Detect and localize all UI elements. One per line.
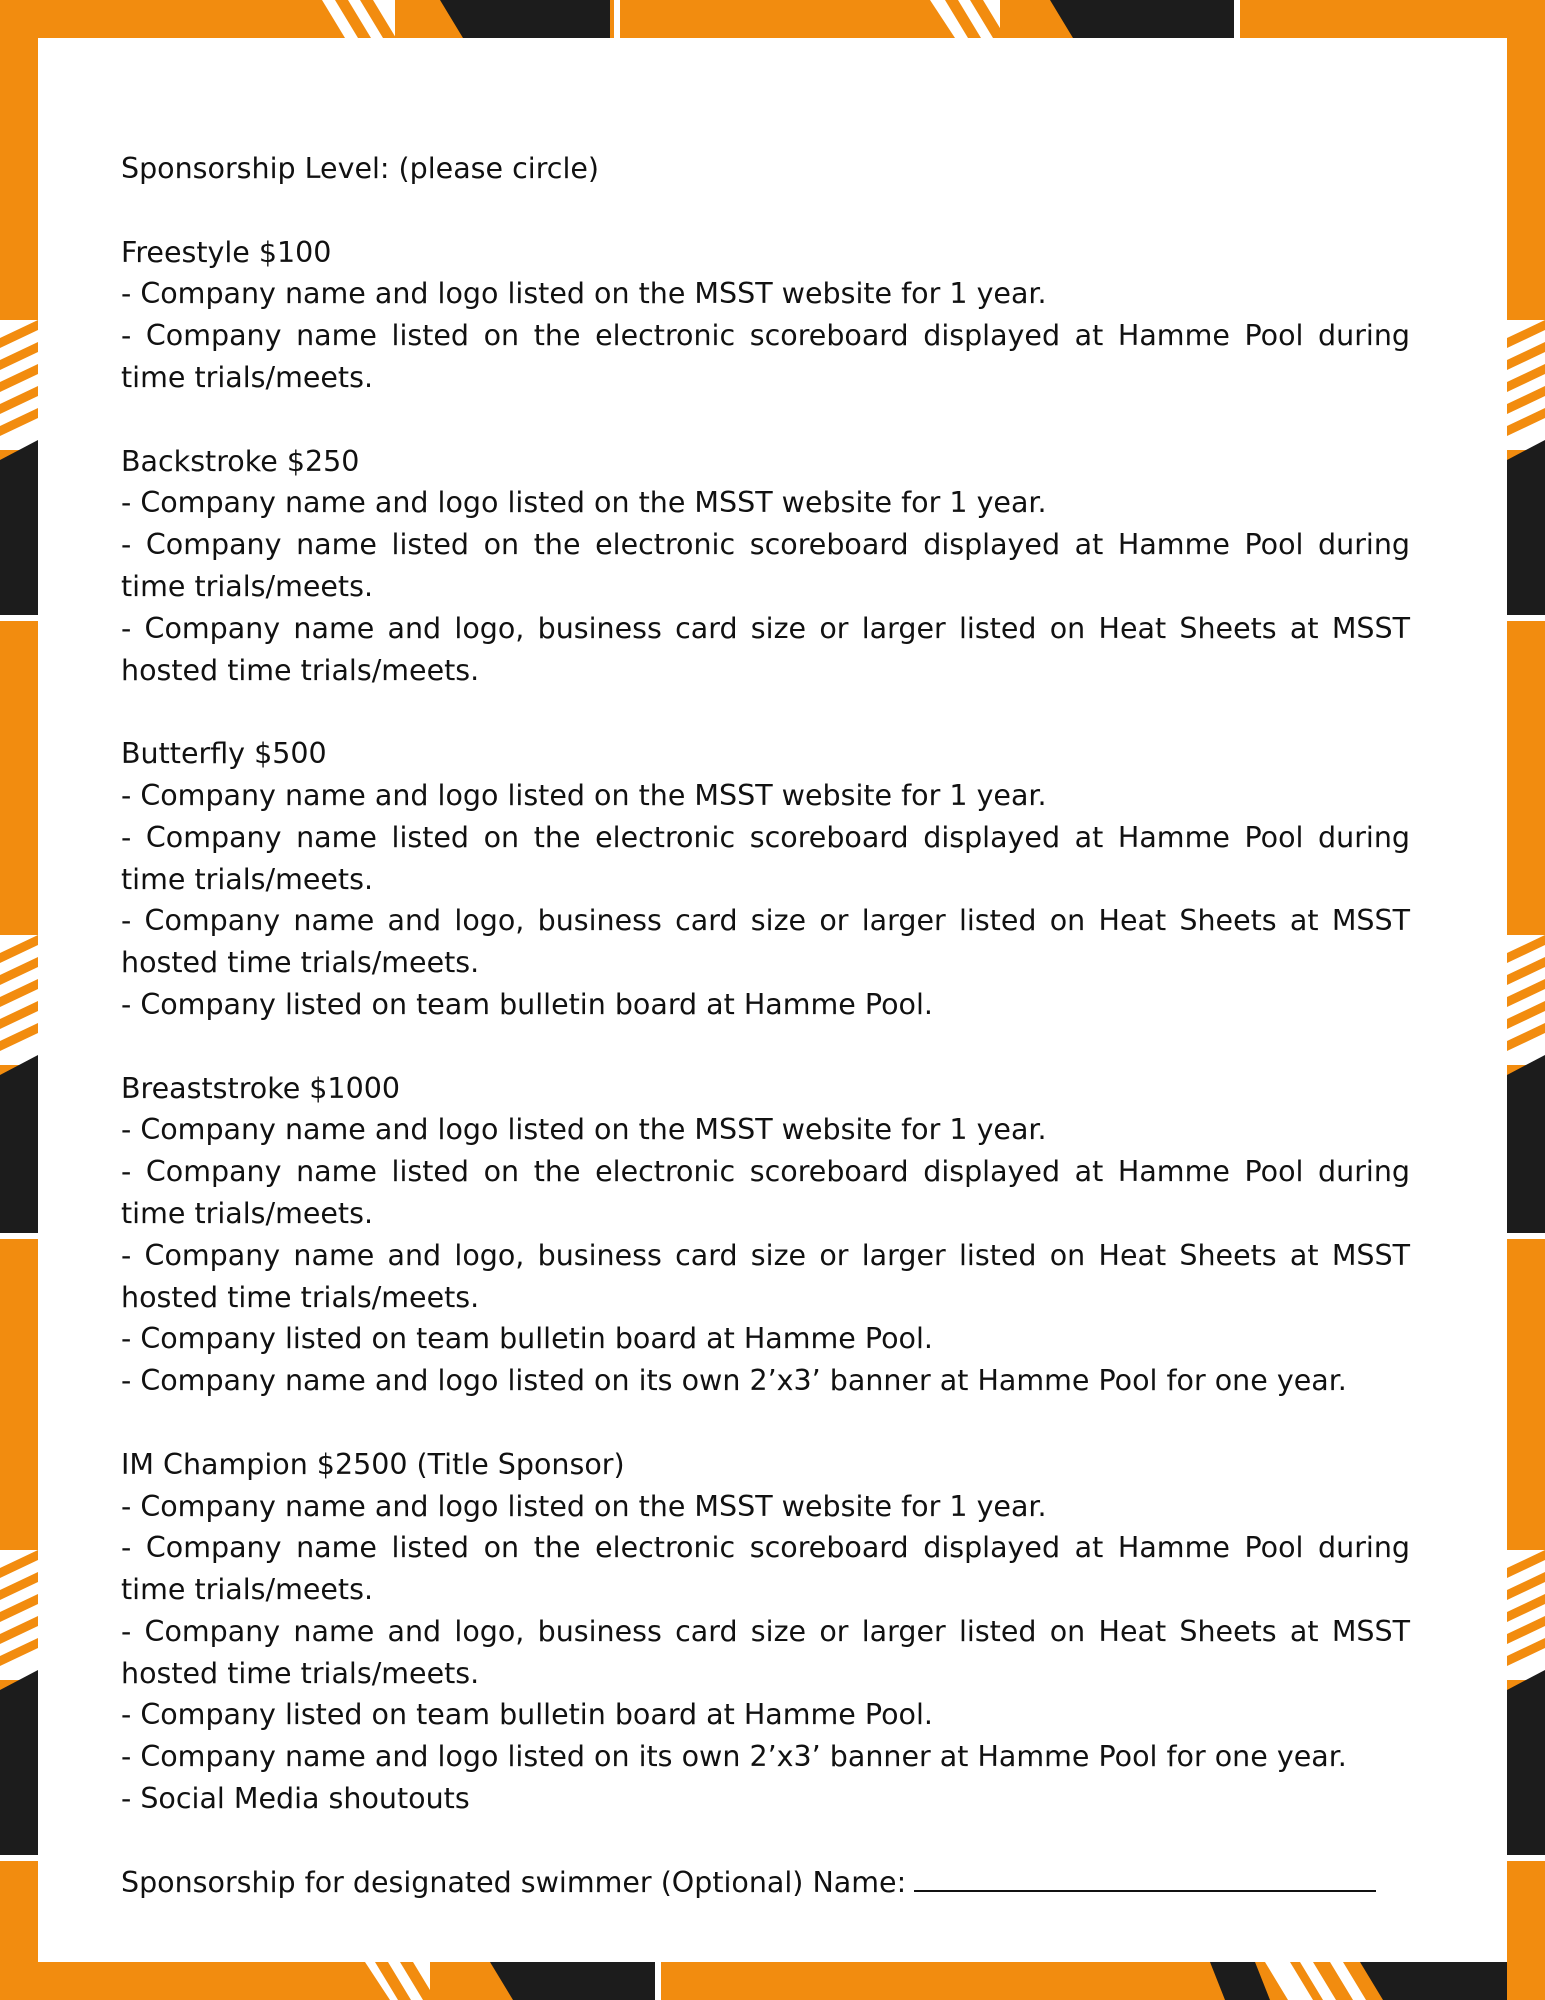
- right-border-pattern: [1507, 0, 1545, 2000]
- level-title[interactable]: IM Champion $2500 (Title Sponsor): [121, 1447, 625, 1481]
- level-benefit: - Company listed on team bulletin board at Hamme Pool.: [121, 1698, 933, 1732]
- spacer: [121, 1820, 1410, 1862]
- bottom-border-pattern: [0, 1962, 1545, 2000]
- designated-swimmer-label: Sponsorship for designated swimmer (Optional) Name:: [121, 1865, 907, 1899]
- level-benefit: - Company name listed on the electronic scoreboard displayed at Hamme Pool during time trials/meets.: [121, 1155, 1410, 1230]
- left-border-pattern: [0, 0, 38, 2000]
- spacer: [121, 1402, 1410, 1444]
- level-benefit: - Company name and logo, business card size or larger listed on Heat Sheets at MSST hosted time trials/meets.: [121, 1238, 1410, 1314]
- sponsorship-level-breaststroke[interactable]: [121, 1068, 1410, 1402]
- level-benefit: - Company name and logo, business card size or larger listed on Heat Sheets at MSST hosted time trials/meets.: [121, 611, 1410, 687]
- sponsorship-level-freestyle[interactable]: [121, 232, 1410, 399]
- sponsorship-level-butterfly[interactable]: [121, 733, 1410, 1026]
- spacer: [121, 399, 1410, 441]
- level-benefit: - Social Media shoutouts: [121, 1782, 470, 1816]
- spacer: [121, 1026, 1410, 1068]
- level-benefit: - Company name listed on the electronic scoreboard displayed at Hamme Pool during time trials/meets.: [121, 319, 1410, 394]
- level-benefit: - Company name and logo listed on the MSST website for 1 year.: [121, 778, 1047, 812]
- sponsorship-level-im-champion[interactable]: [121, 1444, 1410, 1820]
- swimmer-name-field[interactable]: [914, 1890, 1376, 1892]
- level-title[interactable]: Breaststroke $1000: [121, 1071, 400, 1105]
- level-benefit: - Company name and logo, business card size or larger listed on Heat Sheets at MSST hosted time trials/meets.: [121, 1614, 1410, 1690]
- sponsorship-form: [121, 148, 1410, 1903]
- level-benefit: - Company name and logo, business card size or larger listed on Heat Sheets at MSST hosted time trials/meets.: [121, 904, 1410, 980]
- level-benefit: - Company name and logo listed on the MSST website for 1 year.: [121, 1113, 1047, 1147]
- level-title[interactable]: Backstroke $250: [121, 444, 360, 478]
- intro-instruction: Sponsorship Level: (please circle): [121, 152, 600, 185]
- level-title[interactable]: Freestyle $100: [121, 235, 332, 269]
- level-benefit: - Company name and logo listed on the MSST website for 1 year.: [121, 1489, 1047, 1523]
- top-border-pattern: [0, 0, 1545, 38]
- level-benefit: - Company name listed on the electronic scoreboard displayed at Hamme Pool during time trials/meets.: [121, 1531, 1410, 1607]
- level-benefit: - Company name and logo listed on the MSST website for 1 year.: [121, 277, 1047, 311]
- level-title[interactable]: Butterfly $500: [121, 737, 327, 771]
- level-benefit: - Company listed on team bulletin board at Hamme Pool.: [121, 1322, 933, 1356]
- level-benefit: - Company name and logo listed on the MSST website for 1 year.: [121, 486, 1047, 520]
- spacer: [121, 190, 1410, 232]
- level-benefit: - Company name and logo listed on its own 2’x3’ banner at Hamme Pool for one year.: [121, 1740, 1347, 1774]
- level-benefit: - Company name listed on the electronic scoreboard displayed at Hamme Pool during time trials/meets.: [121, 820, 1410, 896]
- sponsorship-level-backstroke[interactable]: [121, 441, 1410, 692]
- spacer: [121, 691, 1410, 733]
- level-benefit: - Company name and logo listed on its own 2’x3’ banner at Hamme Pool for one year.: [121, 1364, 1347, 1398]
- level-benefit: - Company listed on team bulletin board at Hamme Pool.: [121, 987, 933, 1021]
- level-benefit: - Company name listed on the electronic scoreboard displayed at Hamme Pool during time trials/meets.: [121, 528, 1410, 603]
- designated-swimmer-row: [121, 1862, 1410, 1904]
